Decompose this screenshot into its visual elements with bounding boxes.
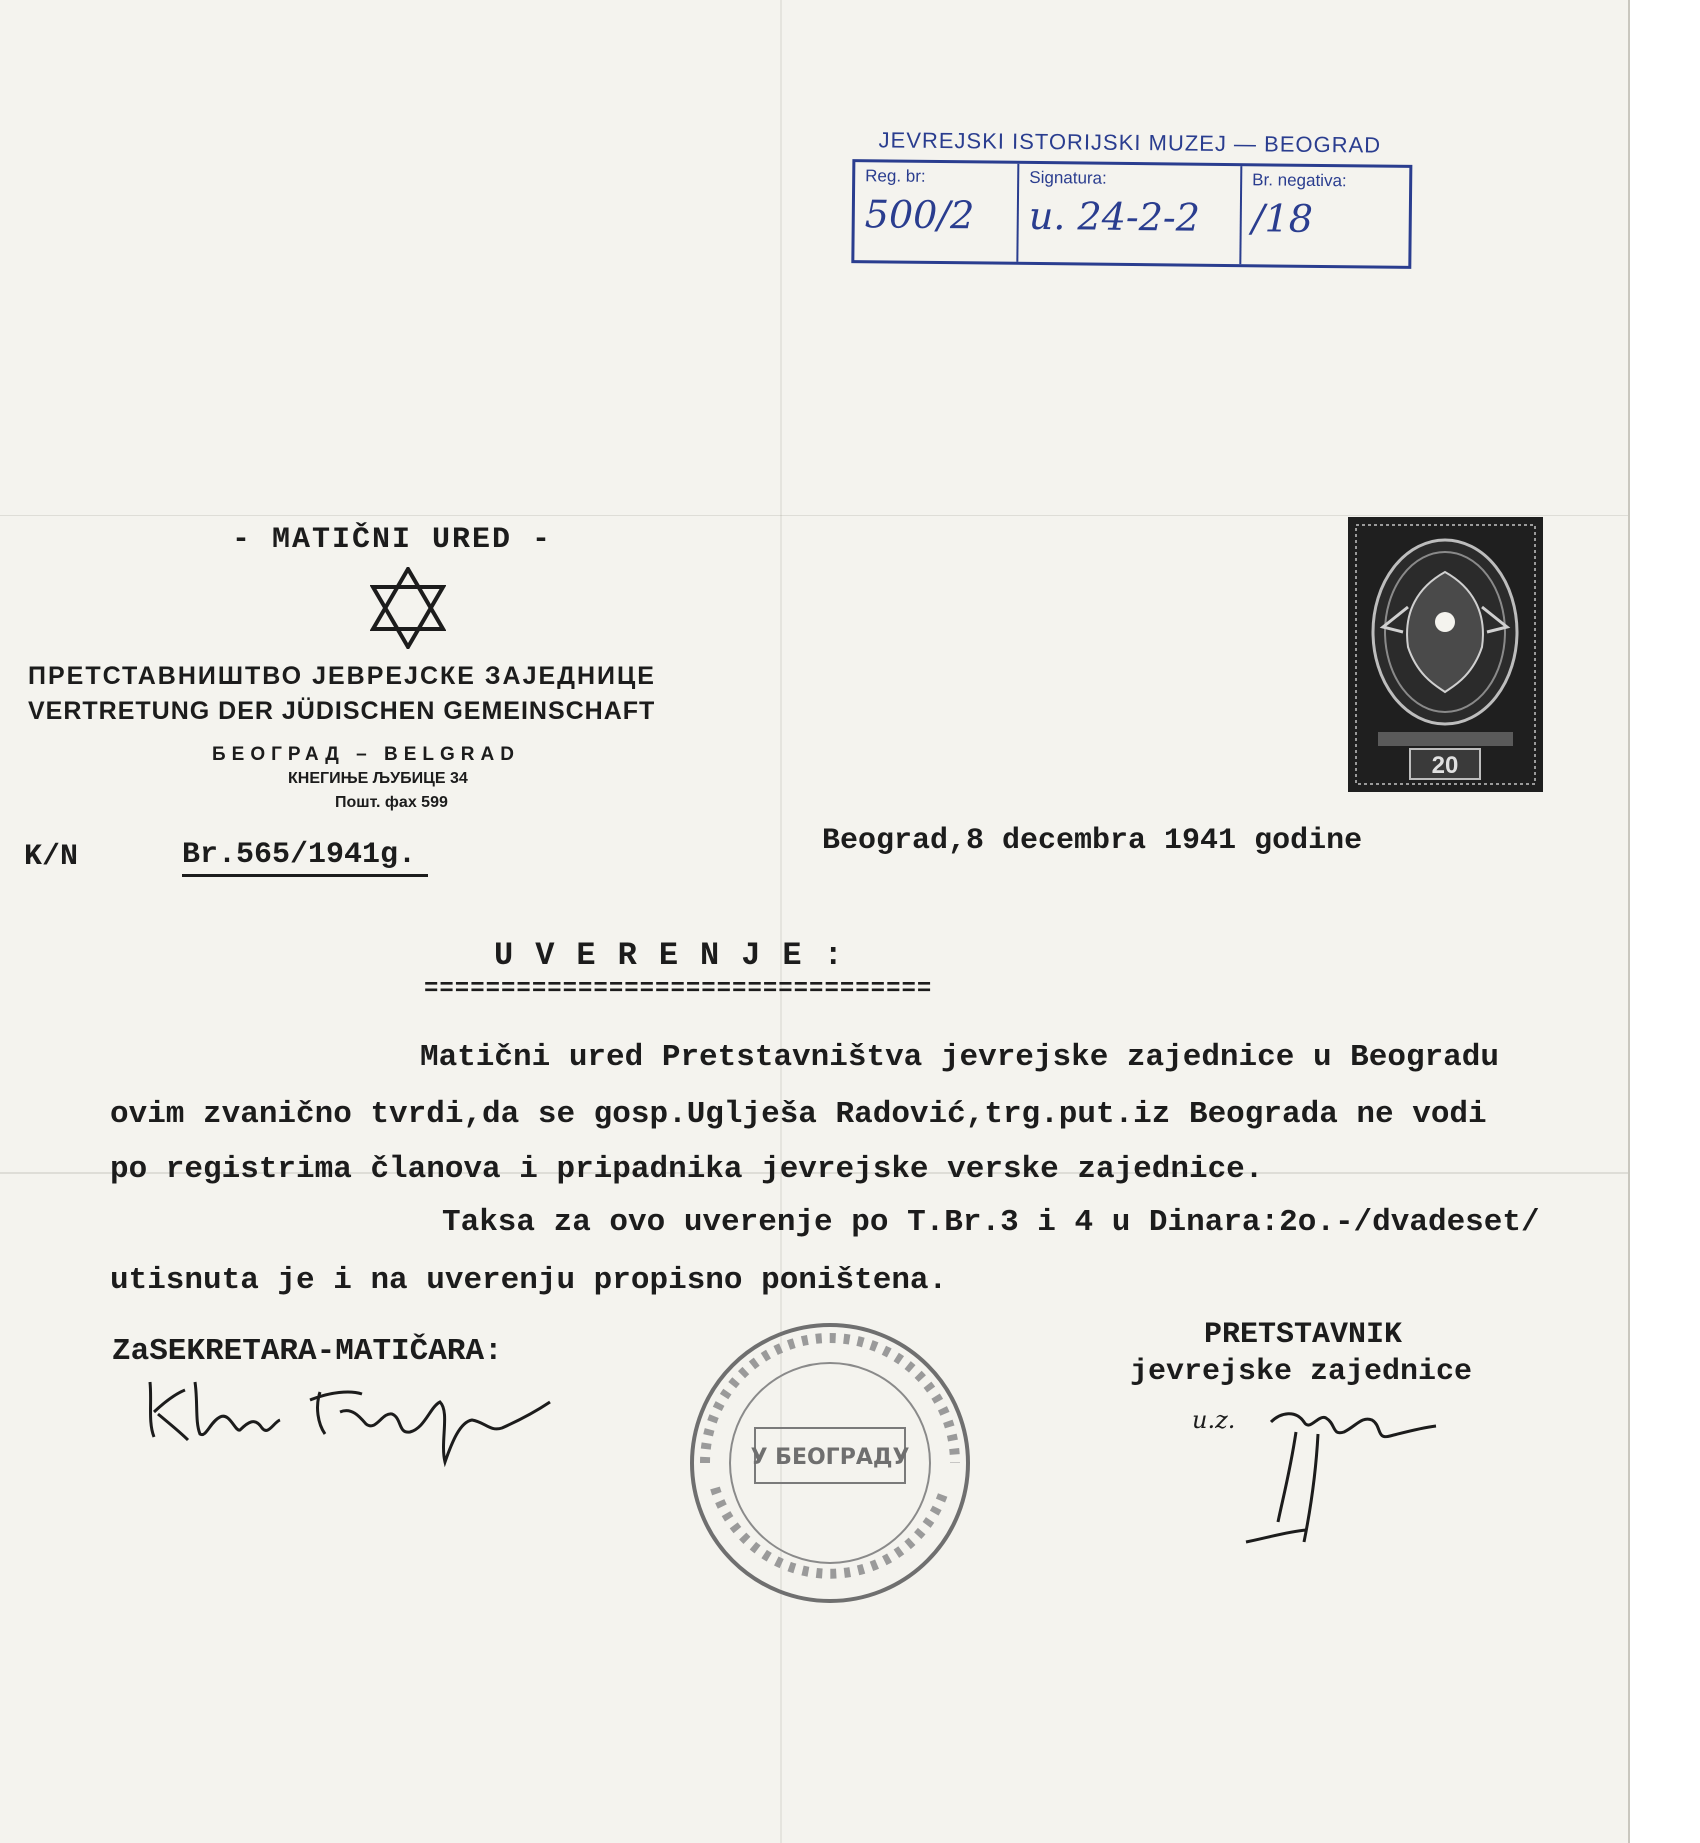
reg-number-label: Reg. br: [865, 166, 926, 186]
representative-signature-block [1186, 1392, 1446, 1557]
revenue-tax-stamp [1348, 517, 1543, 792]
body-line-1: Matični ured Pretstavništva jevrejske zajednice u Beogradu [420, 1040, 1499, 1075]
city-line: БЕОГРАД – BELGRAD [212, 744, 520, 765]
tax-stamp-value: 20 [1431, 752, 1459, 779]
reg-number-cell [854, 162, 1019, 262]
body-line-3: po registrima članova i pripadnika jevrejske verske zajednice. [110, 1152, 1264, 1187]
representative-prefix: u.z. [1192, 1406, 1236, 1434]
document-number: Br.565/1941g. [182, 838, 428, 877]
signatura-label: Signatura: [1029, 167, 1107, 188]
representative-subtitle: jevrejske zajednice [1130, 1355, 1473, 1389]
signatura-cell [1018, 164, 1242, 264]
po-box-line: Пошт. фах 599 [335, 794, 448, 811]
star-of-david-icon [370, 567, 446, 649]
signatura-value: u. 24-2-2 [1028, 193, 1201, 240]
reg-number-value: 500/2 [864, 192, 975, 238]
kn-label: K/N [24, 840, 79, 874]
body-line-2: ovim zvanično tvrdi,da se gosp.Uglješa Radović,trg.put.iz Beograda ne vodi [110, 1097, 1487, 1132]
representative-handwritten-signature [1186, 1392, 1446, 1552]
representative-title: PRETSTAVNIK [1204, 1318, 1403, 1352]
negativ-label: Br. negativa: [1252, 170, 1347, 191]
document-date: Beograd,8 decembra 1941 godine [822, 824, 1363, 858]
title-underline: ================================= [424, 976, 933, 1003]
negativ-value: /18 [1251, 196, 1314, 241]
secretary-handwritten-signature [140, 1362, 560, 1472]
organization-name-german: VERTRETUNG DER JÜDISCHEN GEMEINSCHAFT [28, 697, 656, 725]
secretary-signature-label: ZaSEKRETARA-MATIČARA: [112, 1334, 503, 1369]
seal-center-text: У БЕОГРАДУ [750, 1445, 910, 1470]
museum-archive-stamp [851, 127, 1412, 269]
body-line-4: Taksa za ovo uverenje po T.Br.3 i 4 u Dinara:2o.-/dvadeset/ [442, 1205, 1540, 1240]
body-line-5: utisnuta je i na uverenju propisno poništena. [110, 1263, 948, 1298]
address-line: КНЕГИЊЕ ЉУБИЦЕ 34 [288, 770, 468, 787]
negativ-cell [1241, 166, 1409, 266]
organization-name-cyrillic: ПРЕТСТАВНИШТВО ЈЕВРЕЈСКЕ ЗАЈЕДНИЦЕ [28, 662, 656, 690]
document-title: UVERENJE: [494, 937, 865, 974]
scan-margin [1630, 0, 1700, 1843]
official-round-seal [685, 1318, 975, 1608]
paper-crease [0, 515, 1628, 516]
museum-stamp-title: JEVREJSKI ISTORIJSKI MUZEJ — BEOGRAD [878, 127, 1382, 158]
museum-stamp-box [851, 159, 1412, 269]
department-heading: - MATIČNI URED - [232, 523, 553, 557]
